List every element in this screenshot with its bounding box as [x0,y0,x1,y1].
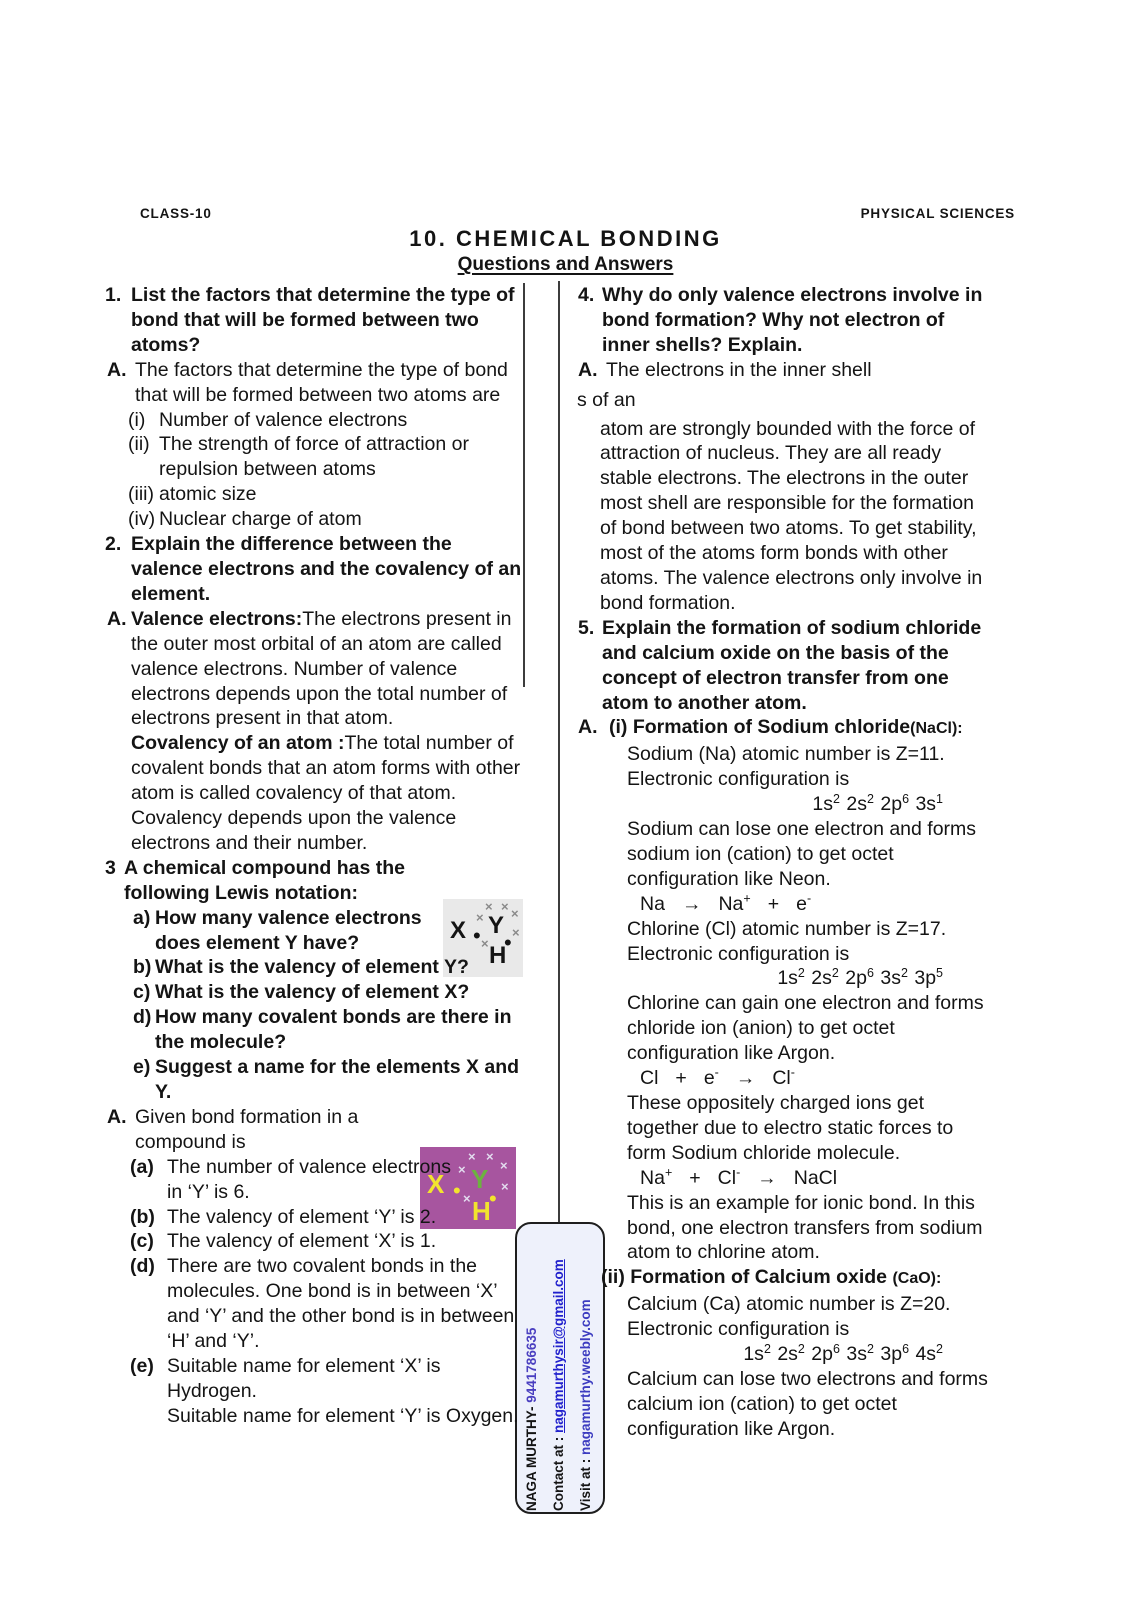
lewis-element-x: X [450,917,467,944]
lewis-electron-cross: × [468,1149,476,1164]
watermark-contact-line [545,1225,572,1511]
item-text: Nuclear charge of atom [159,508,362,531]
sodium-electron-configuration: $1s^2$ $2s^2$ $2p^6$ $3s^1$ [812,791,943,816]
sub-question-c [103,980,523,1005]
subject-label: PHYSICAL SCIENCES [860,206,1015,221]
item-marker: (b) [130,1205,155,1228]
question-2 [103,532,523,607]
lewis-electron-cross: × [458,1162,466,1177]
formula-nacl: (NaCl): [910,720,963,738]
oppositely-charged-ions-body: These oppositely charged ions get together due to electro static forces to form Sodium chloride molecule. [627,1092,954,1164]
lewis-electron-cross: × [486,1149,494,1164]
item-marker: a) [133,906,151,929]
column-divider-line [558,281,560,1311]
lewis-bond-dot: • [504,930,512,955]
page-subtitle: Questions and Answers [457,254,674,275]
item-marker: e) [133,1056,151,1079]
config-label: Electronic configuration is [627,1318,850,1341]
item-text: atomic size [159,483,257,506]
lewis-electron-cross: × [501,1179,509,1194]
answer-2-valence [103,607,523,732]
lewis-electron-cross: × [500,1158,508,1173]
lewis-element-x: X [427,1169,445,1199]
definition-term: Covalency of an atom : [131,732,345,755]
answer-2-covalency [103,731,523,856]
sub-question-a [103,906,467,956]
answer-3-intro [103,1105,435,1155]
question-3 [103,856,454,906]
lewis-electron-cross: × [485,899,493,914]
item-text: The valency of element ‘Y’ is 2. [167,1205,437,1228]
sub-answer-d [103,1254,523,1354]
sub-question-b [103,955,523,980]
lewis-element-h: H [489,942,507,969]
item-marker: c) [133,981,151,1004]
answer-5-heading-nacl [577,715,989,742]
calcium-body: Calcium can lose two electrons and forms calcium ion (cation) to get octet configuration like Argon. [627,1367,988,1440]
answer-marker: A. [578,358,598,381]
item-marker: d) [133,1006,152,1029]
lewis-element-y: Y [471,1164,489,1194]
formula-cao: (CaO): [892,1270,942,1288]
contact-label: Contact at : [551,1436,566,1511]
chlorine-atomic-number: Chlorine (Cl) atomic number is Z=17. [627,917,947,940]
calcium-electron-configuration: $1s^2$ $2s^2$ $2p^6$ $3s^2$ $3p^6$ $4s^2$ [743,1341,943,1366]
sub-answer-e [103,1354,523,1404]
question-number: 2. [105,533,122,556]
config-label: Electronic configuration is [627,768,850,791]
item-text: The strength of force of attraction or repulsion between atoms [159,433,469,481]
question-4 [577,283,989,358]
question-1 [103,283,523,358]
item-marker: (d) [130,1255,155,1278]
ionic-bond-body: This is an example for ionic bond. In this bond, one electron transfers from sodium atom to chlorine atom. [627,1191,983,1264]
definition-text: The total number of covalent bonds that an atom forms with other atom is called covalency of that atom. Covalency depends upon the valence electrons and their number. [131,732,521,854]
item-text: What is the valency of element Y? [155,956,469,979]
question-number: 1. [105,284,122,306]
answer-marker: A. [107,607,127,630]
equation-chloride-ion: Cl + e- → Cl- [640,1065,795,1090]
sub-answer-e-continued [103,1404,523,1429]
config-label: Electronic configuration is [627,942,850,965]
answer-4-line1 [577,358,989,383]
right-column [577,283,989,1442]
answer-1-intro [103,358,523,408]
lewis-element-y: Y [488,912,505,939]
question-number: 5. [578,616,595,639]
item-marker: (iv) [128,508,156,531]
sodium-body: Sodium can lose one electron and forms sodium ion (cation) to get octet configuration like Neon. [627,818,977,890]
question-text: List the factors that determine the type of bond that will be formed between two atoms? [131,284,515,356]
answer-4-body: atom are strongly bounded with the force of attraction of nucleus. They are all ready stable electrons. The electrons in the outer most shell are responsible for the formation of bond between two atoms. To get stability, most of the atoms form bonds with other atoms. The valence electrons only involve in bond formation. [600,417,983,614]
lewis-electron-cross: × [501,899,509,914]
answer-marker: A. [107,1105,127,1128]
item-marker: (c) [130,1230,154,1253]
sub-answer-c [103,1229,523,1254]
answer-text: Given bond formation in a compound is [135,1105,359,1153]
equation-nacl: Na+ + Cl- → NaCl [640,1165,838,1189]
lewis-bond-dot: • [453,1178,461,1203]
sodium-atomic-number: Sodium (Na) atomic number is Z=11. [627,743,945,766]
lewis-electron-cross: × [512,925,520,940]
chlorine-body: Chlorine can gain one electron and forms chloride ion (anion) to get octet configuration like Argon. [627,992,984,1065]
item-marker: (iii) [128,483,154,506]
list-item [103,408,523,433]
page-title: 10. CHEMICAL BONDING [409,226,722,251]
gutter-line [523,283,525,687]
item-text: The valency of element ‘X’ is 1. [167,1230,437,1253]
item-text: Number of valence electrons [159,408,408,431]
email-link[interactable]: nagamurthysir@gmail.com [551,1259,566,1433]
item-marker: (a) [130,1155,154,1178]
answer-marker: A. [107,358,127,381]
question-5 [577,616,989,716]
lewis-bond-dot: • [489,1186,497,1211]
answer-text: The factors that determine the type of bond that will be formed between two atoms are [135,358,508,406]
definition-term: Valence electrons: [131,607,303,630]
class-label: CLASS-10 [140,206,212,221]
item-text: The number of valence electrons in ‘Y’ is 6. [167,1155,451,1203]
heading-text: (i) Formation of Sodium chloride [609,716,911,739]
lewis-bond-dot: • [473,923,481,948]
lewis-electron-cross: × [481,936,489,951]
definition-text: The electrons present in the outer most orbital of an atom are called valence electrons. Number of valence electrons depends upon the total number of electrons present in that atom. [131,607,512,730]
list-item [103,432,523,482]
item-marker: (i) [128,408,146,431]
answer-text: The electrons in the inner shell [606,358,872,381]
question-text: Why do only valence electrons involve in bond formation? Why not electron of inner shells? Explain. [602,284,983,356]
sub-answer-a [103,1155,467,1205]
item-text: Suitable name for element ‘X’ is Hydrogen. [167,1354,441,1402]
left-column [103,283,523,1429]
question-number: 4. [578,284,595,306]
item-text: Suitable name for element ‘Y’ is Oxygen. [167,1404,519,1427]
lewis-electron-cross: × [476,910,484,925]
heading-text: (ii) Formation of Calcium oxide [601,1266,893,1289]
lewis-electron-cross: × [463,1191,471,1206]
item-text: There are two covalent bonds in the molecules. One bond is in between ‘X’ and ‘Y’ and the other bond is in between ‘H’ and ‘Y’. [167,1255,515,1353]
question-text: Explain the difference between the valence electrons and the covalency of an element. [131,533,522,605]
visit-label: Visit at : [578,1458,593,1511]
list-item [103,482,523,507]
sub-answer-b [103,1205,523,1230]
item-marker: (ii) [128,433,150,456]
item-marker: b) [133,956,152,979]
website-link[interactable]: nagamurthy.weebly.com [578,1299,593,1455]
answer-5-heading-cao [577,1265,989,1292]
calcium-atomic-number: Calcium (Ca) atomic number is Z=20. [627,1293,951,1316]
lewis-element-h: H [472,1196,491,1226]
answer-4-line2: s of an [577,388,636,411]
chlorine-electron-configuration: $1s^2$ $2s^2$ $2p^6$ $3s^2$ $3p^5$ [777,965,943,990]
answer-marker: A. [578,716,598,739]
item-text: How many covalent bonds are there in the molecule? [155,1006,512,1054]
sub-question-e [103,1055,523,1105]
item-text: What is the valency of element X? [155,981,470,1004]
list-item [103,507,523,532]
item-text: Suggest a name for the elements X and Y. [155,1056,520,1103]
author-name: NAGA MURTHY- [524,1406,539,1511]
phone-number: 9441786635 [524,1327,539,1403]
item-marker: (e) [130,1354,154,1377]
lewis-electron-cross: × [511,906,519,921]
equation-sodium-ion: Na → Na+ + e- [640,891,812,915]
question-text: Explain the formation of sodium chloride and calcium oxide on the basis of the concept of electron transfer from one atom to another atom. [602,616,982,714]
question-number: 3 [105,856,116,879]
item-text: How many valence electrons does element Y have? [155,906,422,954]
question-text: A chemical compound has the following Lewis notation: [124,856,405,904]
sub-question-d [103,1005,523,1055]
